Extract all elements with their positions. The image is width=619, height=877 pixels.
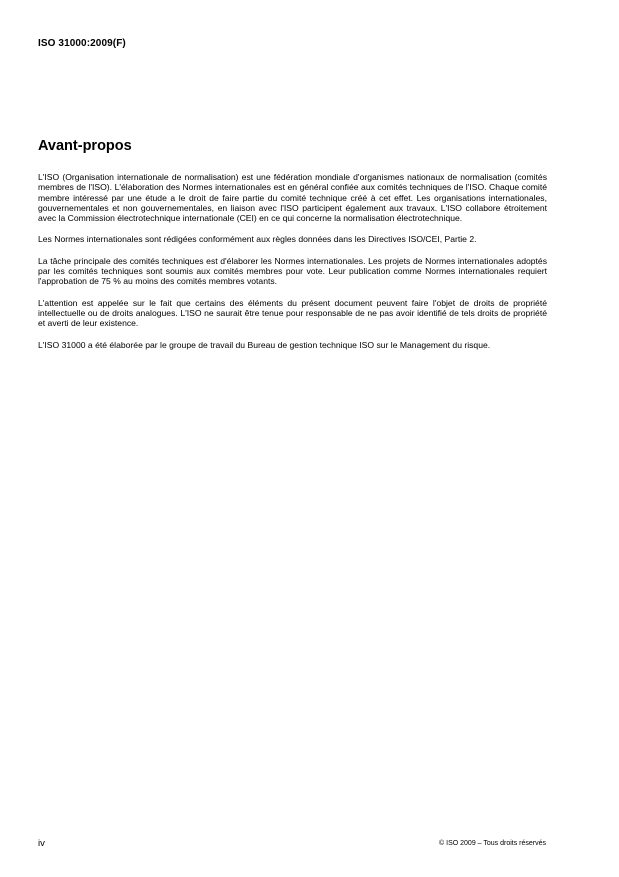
page-number: iv — [38, 838, 45, 849]
paragraph-4: L'attention est appelée sur le fait que certains des éléments du présent document peuvent faire l'objet de droits de propriété intellectuelle ou de droits analogues. L'ISO ne saurait être tenue pour responsable de ne pas avoir identifié de tels droits de propriété et averti de leur existence. — [38, 297, 547, 329]
paragraph-3: La tâche principale des comités techniques est d'élaborer les Normes internationales. Les projets de Normes internationales adoptés par les comités techniques sont soumis aux comités membres pour vote. Leur publication comme Normes internationales requiert l'approbation de 75 % au moins des comités membres votants. — [38, 255, 547, 287]
document-id: ISO 31000:2009(F) — [38, 38, 126, 49]
paragraph-5: L'ISO 31000 a été élaborée par le groupe de travail du Bureau de gestion technique ISO sur le Management du risque. — [38, 339, 491, 350]
paragraph-1: L'ISO (Organisation internationale de normalisation) est une fédération mondiale d'organismes nationaux de normalisation (comités membres de l'ISO). L'élaboration des Normes internationales est en général confiée aux comités techniques de l'ISO. Chaque comité membre intéressé par une étude a le droit de faire partie du comité technique créé à cet effet. Les organisations internationales, gouvernementales et non gouvernementales, en liaison avec l'ISO participent également aux travaux. L'ISO collabore étroitement avec la Commission électrotechnique internationale (CEI) en ce qui concerne la normalisation électrotechnique. — [38, 172, 547, 224]
body-text — [38, 172, 547, 361]
copyright-notice: © ISO 2009 – Tous droits réservés — [439, 840, 546, 847]
paragraph-2: Les Normes internationales sont rédigées conformément aux règles données dans les Directives ISO/CEI, Partie 2. — [38, 234, 477, 245]
section-title: Avant-propos — [38, 138, 132, 154]
